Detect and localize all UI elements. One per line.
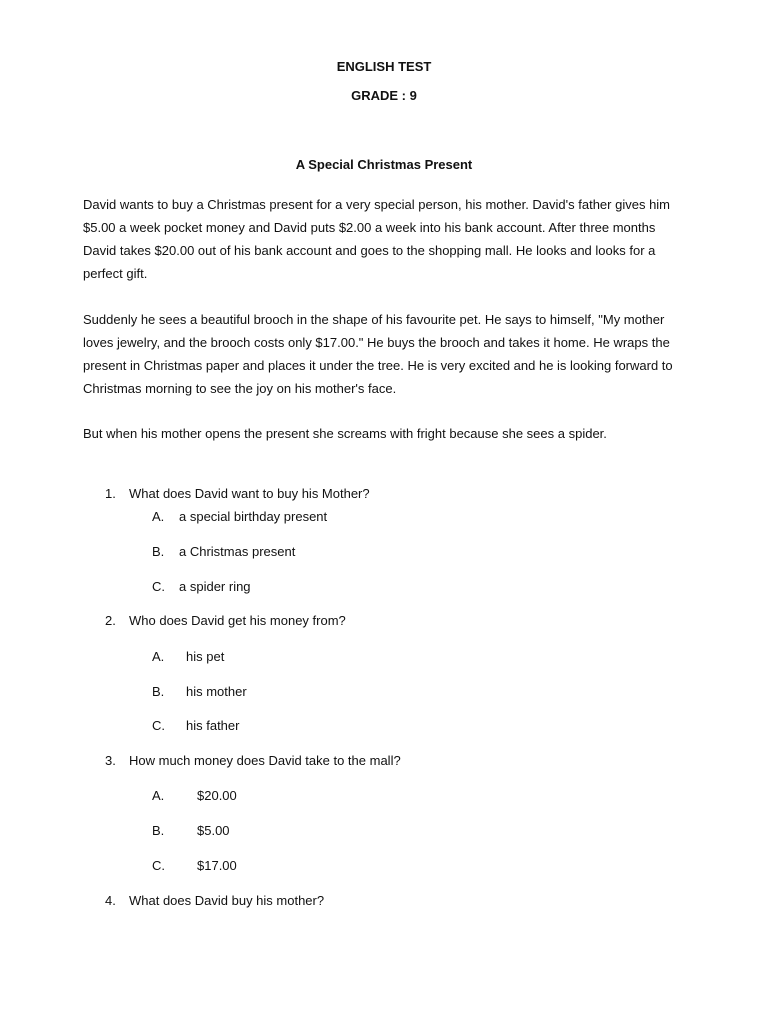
- question-text: What does David want to buy his Mother?: [129, 486, 370, 501]
- story-paragraph-2: [83, 308, 683, 400]
- option-text: $20.00: [197, 788, 237, 803]
- grade-label: GRADE : 9: [351, 88, 417, 103]
- story-paragraph-1: [83, 193, 683, 285]
- option-letter: A.: [152, 649, 165, 664]
- paragraph-line: David takes $20.00 out of his bank account and goes to the shopping mall. He looks and looks for a: [83, 243, 656, 258]
- paragraph-line: But when his mother opens the present she screams with fright because she sees a spider.: [83, 426, 607, 441]
- option-letter: C.: [152, 858, 165, 873]
- option-text: a special birthday present: [179, 509, 328, 524]
- paragraph-line: $5.00 a week pocket money and David puts $2.00 a week into his bank account. After three months: [83, 220, 656, 235]
- option-text: a spider ring: [179, 579, 251, 594]
- option-letter: B.: [152, 544, 165, 559]
- story-paragraph-3: [83, 422, 683, 445]
- paragraph-line: Christmas morning to see the joy on his mother's face.: [83, 381, 397, 396]
- paragraph-line: Suddenly he sees a beautiful brooch in the shape of his favourite pet. He says to himself, "My mother: [83, 312, 665, 327]
- paragraph-line: present in Christmas paper and places it under the tree. He is very excited and he is looking forward to: [83, 358, 673, 373]
- question-number: 1.: [105, 486, 116, 501]
- story-title: A Special Christmas Present: [295, 157, 473, 172]
- option-text: his father: [186, 718, 240, 733]
- option-letter: A.: [152, 788, 165, 803]
- option-text: $17.00: [197, 858, 237, 873]
- question-text: What does David buy his mother?: [129, 893, 325, 908]
- option-letter: C.: [152, 579, 165, 594]
- option-text: his pet: [186, 649, 225, 664]
- test-title: ENGLISH TEST: [336, 59, 432, 74]
- option-letter: A.: [152, 509, 165, 524]
- option-text: $5.00: [197, 823, 230, 838]
- question-number: 3.: [105, 753, 116, 768]
- option-letter: B.: [152, 684, 165, 699]
- paragraph-line: David wants to buy a Christmas present for a very special person, his mother. David's father gives him: [83, 197, 671, 212]
- question-number: 2.: [105, 613, 116, 628]
- question-number: 4.: [105, 893, 116, 908]
- question-text: How much money does David take to the mall?: [129, 753, 401, 768]
- option-text: his mother: [186, 684, 247, 699]
- paragraph-line: loves jewelry, and the brooch costs only $17.00." He buys the brooch and takes it home. He wraps the: [83, 335, 670, 350]
- question-text: Who does David get his money from?: [129, 613, 346, 628]
- option-letter: C.: [152, 718, 165, 733]
- option-letter: B.: [152, 823, 165, 838]
- paragraph-line: perfect gift.: [83, 266, 148, 281]
- option-text: a Christmas present: [179, 544, 296, 559]
